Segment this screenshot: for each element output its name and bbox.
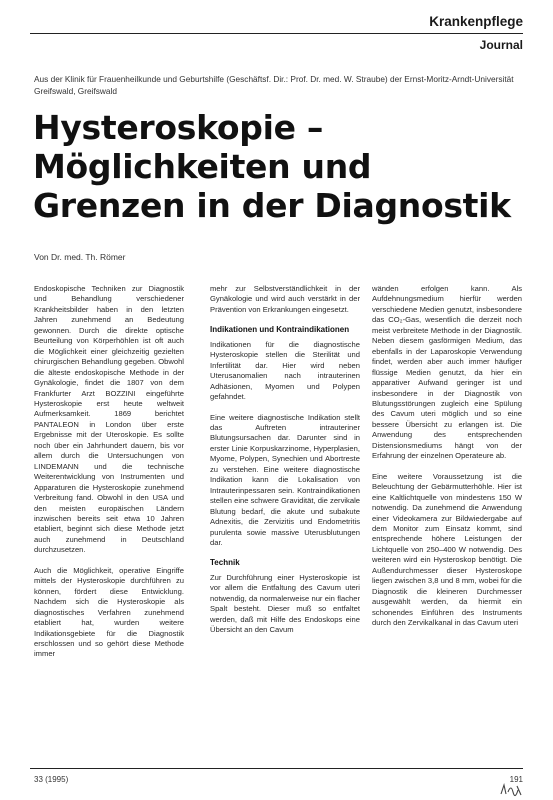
page-number: 191 [509, 775, 523, 784]
paragraph: mehr zur Selbstverständlichkeit in der Gynäkologie und wird auch verstärkt in der Prävention von Erkrankungen eingesetzt. [210, 284, 360, 314]
title-line-1: Hysteroskopie – [33, 108, 324, 147]
journal-subtitle: Journal [479, 38, 523, 52]
paragraph: Zur Durchführung einer Hysteroskopie ist vor allem die Entfaltung des Cavum uteri notwendig, da normalerweise nur ein flacher Spalt besteht. Dieser muß so entfaltet werden, daß mit Hilfe des Endoskops eine Übersicht an den Cavum [210, 572, 360, 635]
paragraph: Auch die Möglichkeit, operative Eingriffe mittels der Hysteroskopie durchführen zu können, fördert diese Entwicklung. Nachdem sich die Hysteroskopie als diagnostisches Verfahren zunehmend etabliert hat, wurden weitere Indikationsgebiete für die Diagnostik erschlossen und so gehört diese Methode immer [34, 565, 184, 659]
section-heading-indications: Indikationen und Kontraindikationen [210, 325, 350, 335]
paragraph: wänden erfolgen kann. Als Aufdehnungsmedium hierfür werden verschiedene Medien genutzt, insbesondere das CO₂-Gas, wesentlich die derzeit noch meist verbreitete Methode in der Diagnostik. Neben diesem gasförmigen Medium, das ebenfalls in der Laparoskopie Verwendung findet, werden aber auch immer häufiger flüssige Medien genutzt, da hier ein apparativer Aufwand geringer ist und insbesondere in der Diagnostik von Blutungsstörungen zugleich eine Spülung des Cavum uteri möglich und so eine bessere Übersicht zu erlangen ist. Die Anwendung des entsprechenden Distensionsmediums hängt von der Erfahrung der einzelnen Operateure ab. [372, 284, 522, 461]
paragraph: Endoskopische Techniken zur Diagnostik und Behandlung verschiedener Krankheitsbilder haben in den letzten Jahren zunehmend an Bedeutung gewonnen. Durch die direkte optische Beurteilung von Körperhöhlen ist oft auch die Möglichkeit einer gleichzeitig gezielten chirurgischen Behandlung gegeben. Obwohl die älteste endoskopische Methode in der Gynäkologie, findet die 1807 von dem Frankfurter Arzt BOZZINI eingeführte Hysteroskopie erst heute weltweit Aufmerksamkeit. 1869 berichtet PANTALEON in London über erste Ergebnisse mit der Uteroskopie. Es sollte noch über ein Jahrhundert dauern, bis vor allem durch die Untersuchungen von LINDEMANN und die technische Weiterentwicklung von Instrumenten und Apparaturen die Hysteroskopie zunehmend Verbreitung fand. Obwohl in den USA und den meisten europäischen Ländern inzwischen bereits seit etwa 10 Jahren etabliert, beginnt sich diese Methode jetzt auch zunehmend in Deutschland durchzusetzen. [34, 284, 184, 555]
title-line-2: Möglichkeiten und [33, 147, 372, 186]
paragraph: Indikationen für die diagnostische Hysteroskopie stellen die Sterilität und Infertilität dar. Hier wird neben Uterusanomalien nach intrauterinen Adhäsionen, Myomen und Polypen gefahndet. [210, 339, 360, 402]
header-rule [30, 33, 523, 34]
text-column-3 [372, 284, 522, 639]
text-column-1 [34, 284, 184, 670]
title-line-3: Grenzen in der Diagnostik [33, 186, 511, 225]
paragraph: Eine weitere Voraussetzung ist die Beleuchtung der Gebärmutterhöhle. Hier ist eine Kaltlichtquelle von mindestens 150 W notwendig. Da zunehmend die Anwendung einer Videokamera zur Bildwiedergabe auf dem Monitor zum Einsatz kommt, sind entsprechende höhere Leistungen der Lichtquelle von 250–400 W notwendig. Des weiteren wird ein Hysteroskop benötigt. Die Außendurchmesser dieser Hysteroskope liegen zwischen 3,8 und 8 mm, wobei für die Diagnostik die kleineren Durchmesser ausgewählt werden, da hiermit ein schonendes Einführen des Instruments durch den Zervikalkanal in das Cavum uteri [372, 471, 522, 628]
journal-name: Krankenpflege [429, 14, 523, 29]
handwritten-mark [499, 782, 523, 798]
paragraph: Eine weitere diagnostische Indikation stellt das Auftreten intrauteriner Blutungsursachen dar. Darunter sind in erster Linie Korpuskarzinome, Hyperplasien, Myome, Polypen, Synechien und Abortreste zu verstehen. Eine weitere diagnostische Indikation kann die Lokalisation von Intrauterinpessaren sein. Kontraindikationen stellen eine schwere Gravidität, die zervikale Blutung bedarf, die akute und subakute Adnexitis, die Zervizitis und Endometritis purulenta sowie massive Uterusblutungen dar. [210, 412, 360, 548]
issue-number: 33 (1995) [34, 775, 69, 784]
text-column-2 [210, 284, 360, 646]
affiliation: Aus der Klinik für Frauenheilkunde und Geburtshilfe (Geschäftsf. Dir.: Prof. Dr. med. W. Straube) der Ernst-Moritz-Arndt-Universität Greifswald, Greifswald [34, 74, 514, 96]
article-title [33, 108, 523, 225]
section-heading-technique: Technik [210, 558, 240, 568]
footer-rule [30, 768, 523, 769]
author-byline: Von Dr. med. Th. Römer [34, 252, 126, 262]
